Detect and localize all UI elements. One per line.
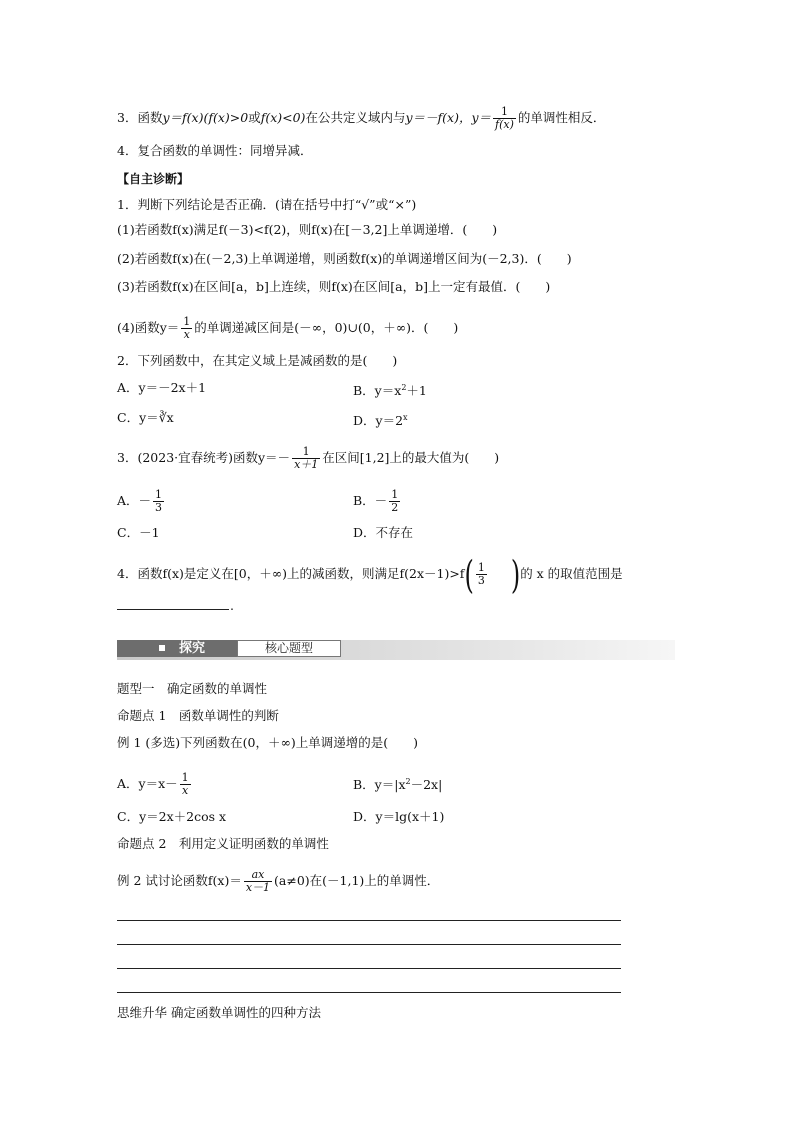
point-heading: 命题点 1 函数单调性的判断 bbox=[117, 708, 279, 723]
question-3: 3．(2023·宜春统考)函数y＝－ $\frac{1}{x+1}$ 在区间[1,2]上的最大值为( ) bbox=[117, 445, 500, 471]
option-b: B．$y=x^2+1$ bbox=[353, 383, 427, 399]
question-1-1: (1)若函数f(x)满足f(－3)<f(2)，则f(x)在[－3,2]上单调递增．( ) bbox=[117, 222, 498, 237]
question-4: 4．函数f(x)是定义在[0，＋∞)上的减函数，则满足f(2x－1)>f( $\frac{1}{3}$ )的 x 的取值范围是 bbox=[117, 552, 623, 597]
answer-line bbox=[117, 920, 621, 921]
question-2: 2．下列函数中，在其定义域上是减函数的是( ) bbox=[117, 353, 398, 368]
fraction: $\frac{1}{x}$ bbox=[183, 315, 191, 341]
answer-line bbox=[117, 944, 621, 945]
point-heading: 命题点 2 利用定义证明函数的单调性 bbox=[117, 836, 329, 851]
banner-explore: 探究 bbox=[117, 640, 237, 657]
summary-heading: 思维升华 确定函数单调性的四种方法 bbox=[117, 1005, 321, 1020]
option-b: B．$y=|x^2-2x|$ bbox=[353, 777, 443, 793]
option-c: C．－1 bbox=[117, 525, 160, 540]
fraction: $\frac{1}{f(x)}$ bbox=[495, 105, 514, 131]
answer-blank bbox=[117, 609, 229, 610]
fraction: $\frac{1}{x}$ bbox=[181, 771, 189, 797]
section-heading: 【自主诊断】 bbox=[117, 172, 190, 186]
option-a: A．y＝－2x＋1 bbox=[117, 380, 207, 395]
answer-line bbox=[117, 992, 621, 993]
option-d: D．不存在 bbox=[353, 525, 414, 540]
fraction: $\frac{1}{3}$ bbox=[477, 561, 485, 587]
type-heading: 题型一 确定函数的单调性 bbox=[117, 681, 268, 696]
question-1-4: (4)函数y＝ $\frac{1}{x}$ 的单调递减区间是(－∞，0)∪(0，＋∞)．( ) bbox=[117, 315, 459, 341]
question-1: 1．判断下列结论是否正确．(请在括号中打“√”或“×”) bbox=[117, 197, 417, 212]
option-d: D．$y=2^x$ bbox=[353, 413, 408, 429]
option-c: C．y＝2x＋2cos x bbox=[117, 809, 227, 824]
option-a: A．－ $\frac{1}{3}$ bbox=[117, 488, 163, 514]
square-icon bbox=[159, 645, 165, 651]
question-1-2: (2)若函数f(x)在(－2,3)上单调递增，则函数f(x)的单调递增区间为(－2,3)．( ) bbox=[117, 251, 572, 266]
answer-line bbox=[117, 968, 621, 969]
item-3: 3．函数y＝f(x)(f(x)>0或f(x)<0)在公共定义域内与y＝－f(x)，y＝ $\frac{1}{f(x)}$ 的单调性相反． bbox=[117, 105, 606, 131]
period: . bbox=[230, 598, 234, 613]
option-d: D．y＝lg(x＋1) bbox=[353, 809, 445, 824]
banner-core-types: 核心题型 bbox=[237, 640, 341, 657]
option-c: C．y＝∛x bbox=[117, 410, 174, 425]
fraction: $\frac{1}{2}$ bbox=[391, 488, 399, 514]
question-1-3: (3)若函数f(x)在区间[a，b]上连续，则f(x)在区间[a，b]上一定有最值．( ) bbox=[117, 279, 551, 294]
fraction: $\frac{1}{3}$ bbox=[155, 488, 163, 514]
option-a: A．y＝x－ $\frac{1}{x}$ bbox=[117, 771, 189, 797]
fraction: $\frac{ax}{x-1}$ bbox=[245, 868, 271, 894]
section-banner bbox=[117, 640, 675, 660]
example-1: 例 1 (多选)下列函数在(0，＋∞)上单调递增的是( ) bbox=[117, 735, 419, 750]
option-b: B．－ $\frac{1}{2}$ bbox=[353, 488, 399, 514]
fraction: $\frac{1}{x+1}$ bbox=[294, 445, 319, 471]
item-4: 4．复合函数的单调性：同增异减． bbox=[117, 143, 313, 158]
example-2: 例 2 试讨论函数f(x)＝ $\frac{ax}{x-1}$ (a≠0)在(－1,1)上的单调性． bbox=[117, 868, 440, 894]
